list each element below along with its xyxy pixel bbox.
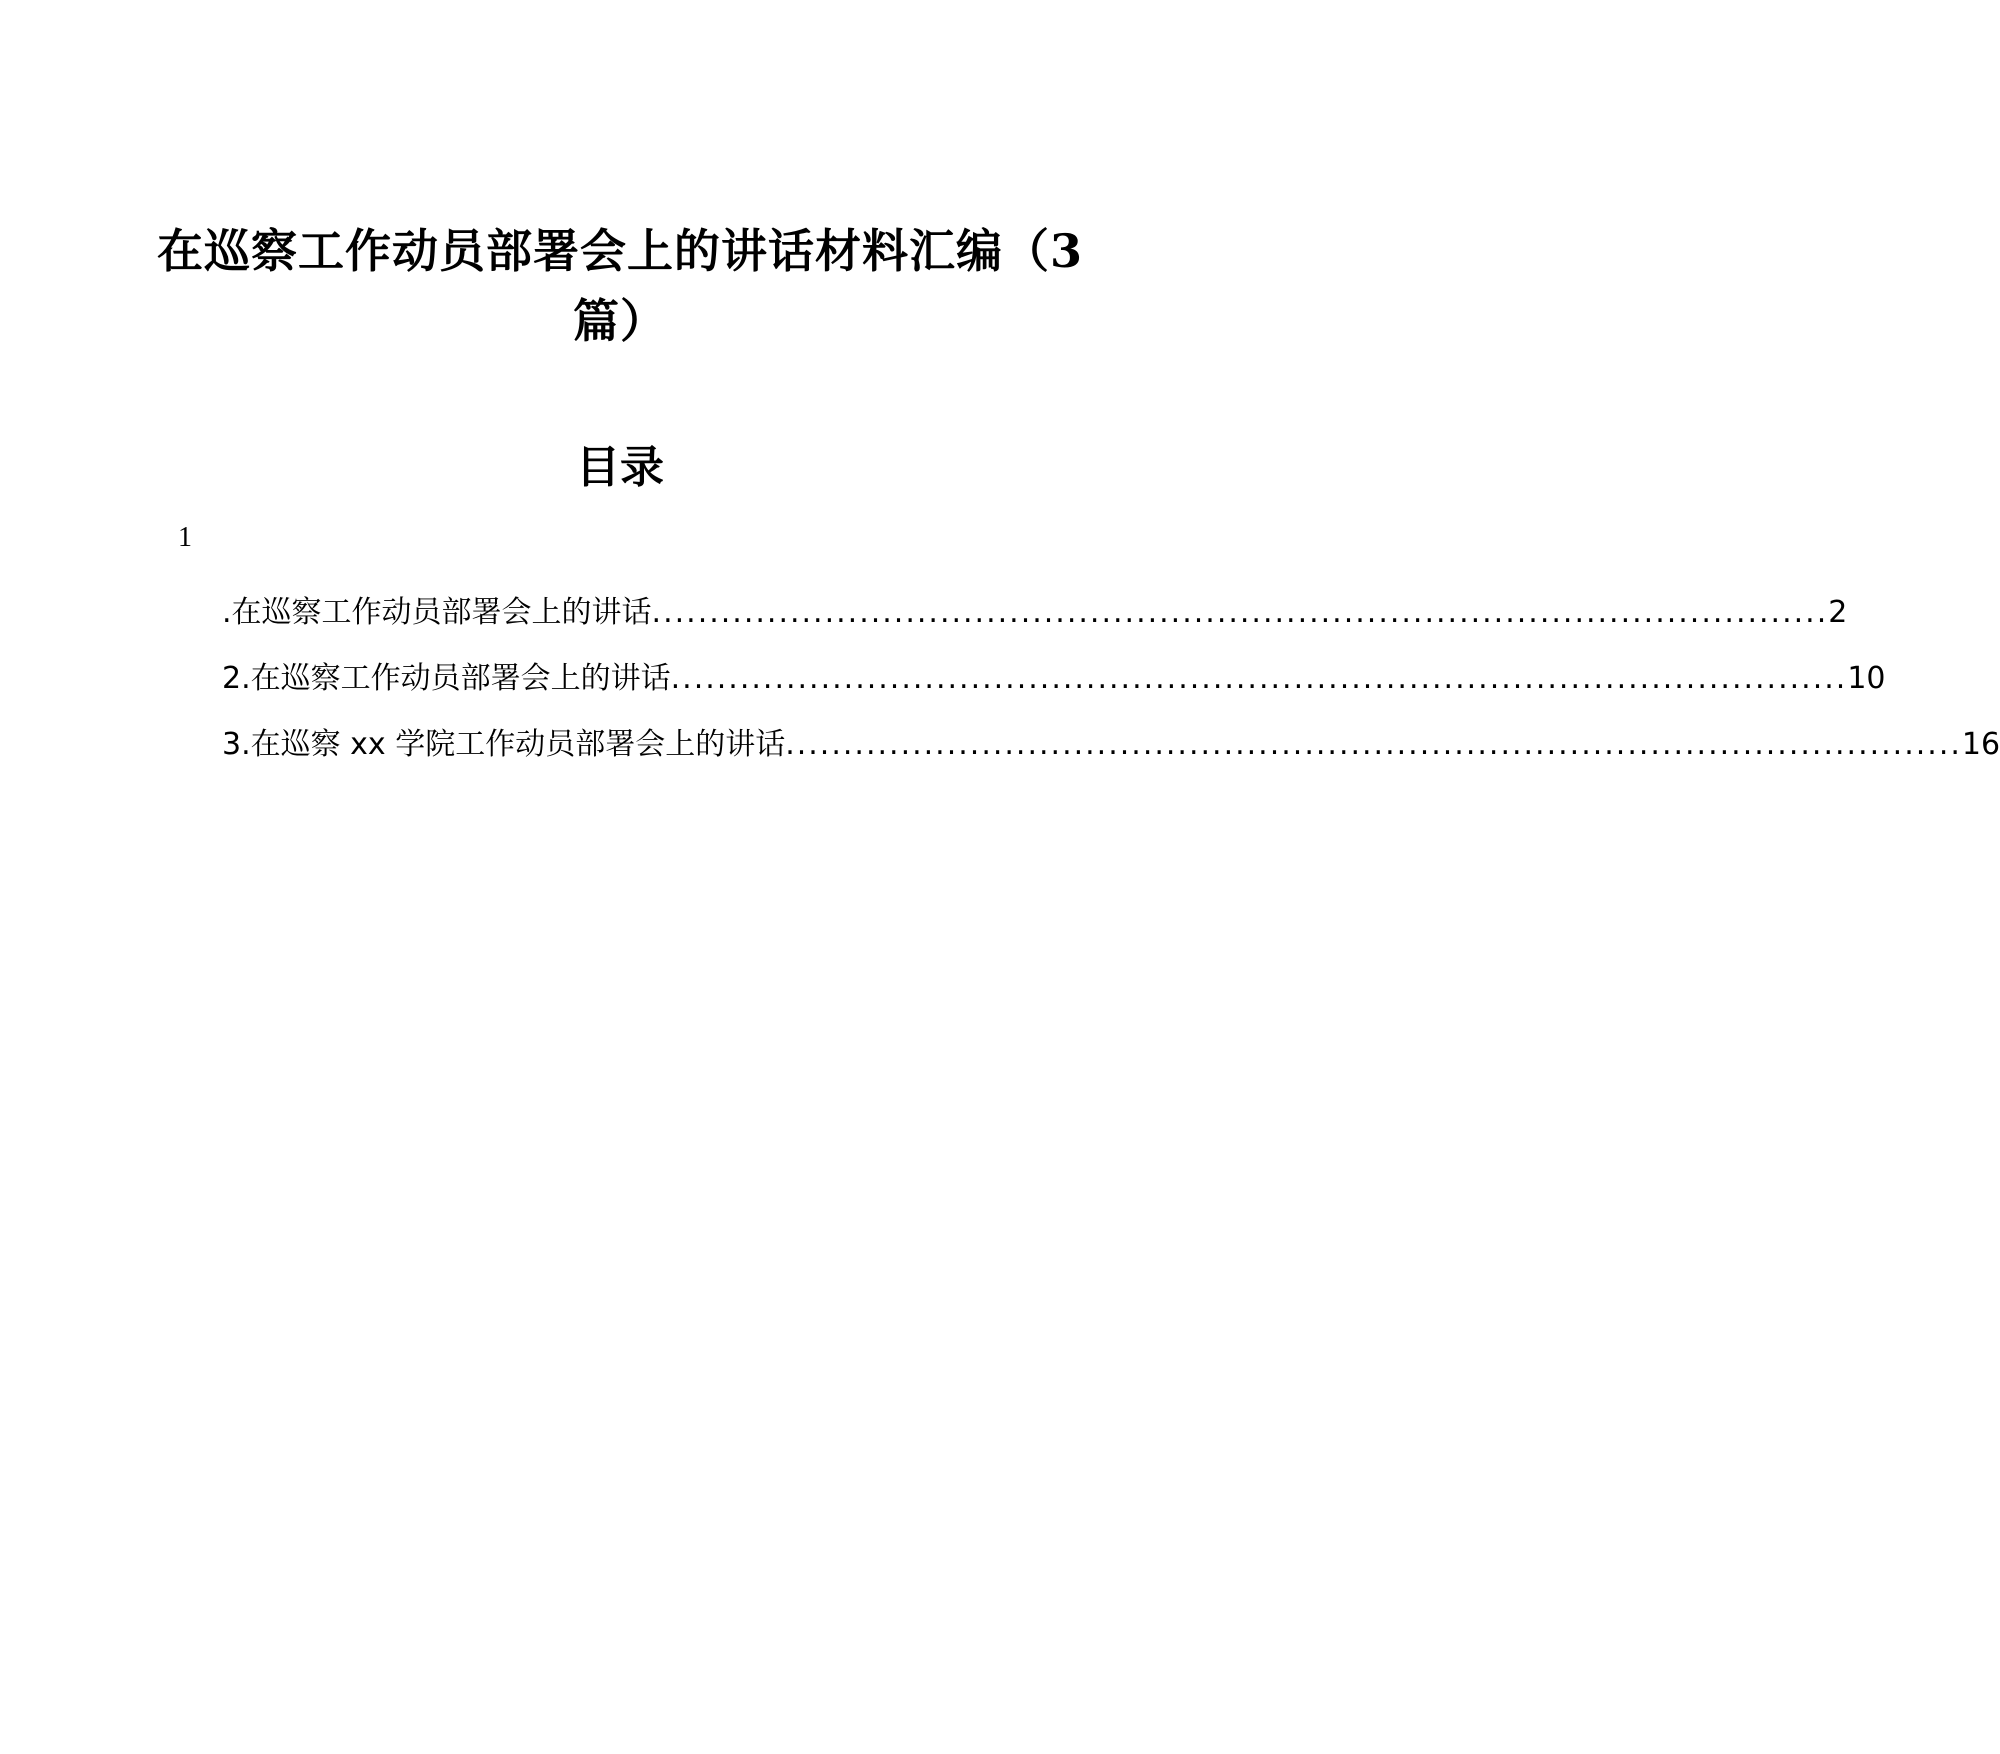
toc-entry-title: 2.在巡察工作动员部署会上的讲话 — [222, 661, 671, 696]
toc-entry-2[interactable] — [222, 646, 1886, 712]
toc-leader-dots: ...................................................................................................... — [651, 595, 1829, 630]
toc-leader-dots: ...................................................................................................... — [670, 661, 1848, 696]
table-of-contents — [0, 580, 2000, 778]
toc-entry-title: 3.在巡察 xx 学院工作动员部署会上的讲话 — [222, 727, 786, 762]
toc-entry-page: 2 — [1828, 595, 1848, 630]
toc-heading: 目录 — [576, 442, 664, 493]
toc-entry-page: 16 — [1961, 727, 2000, 762]
stray-list-number: 1 — [178, 522, 192, 553]
toc-entry-3[interactable] — [222, 712, 2000, 778]
toc-entry-1[interactable] — [222, 580, 1848, 646]
toc-entry-title: .在巡察工作动员部署会上的讲话 — [222, 595, 652, 630]
document-title: 在巡察工作动员部署会上的讲话材料汇编（3篇） — [156, 224, 1083, 348]
toc-entry-page: 10 — [1847, 661, 1886, 696]
toc-leader-dots: ...................................................................................................... — [785, 727, 1962, 762]
